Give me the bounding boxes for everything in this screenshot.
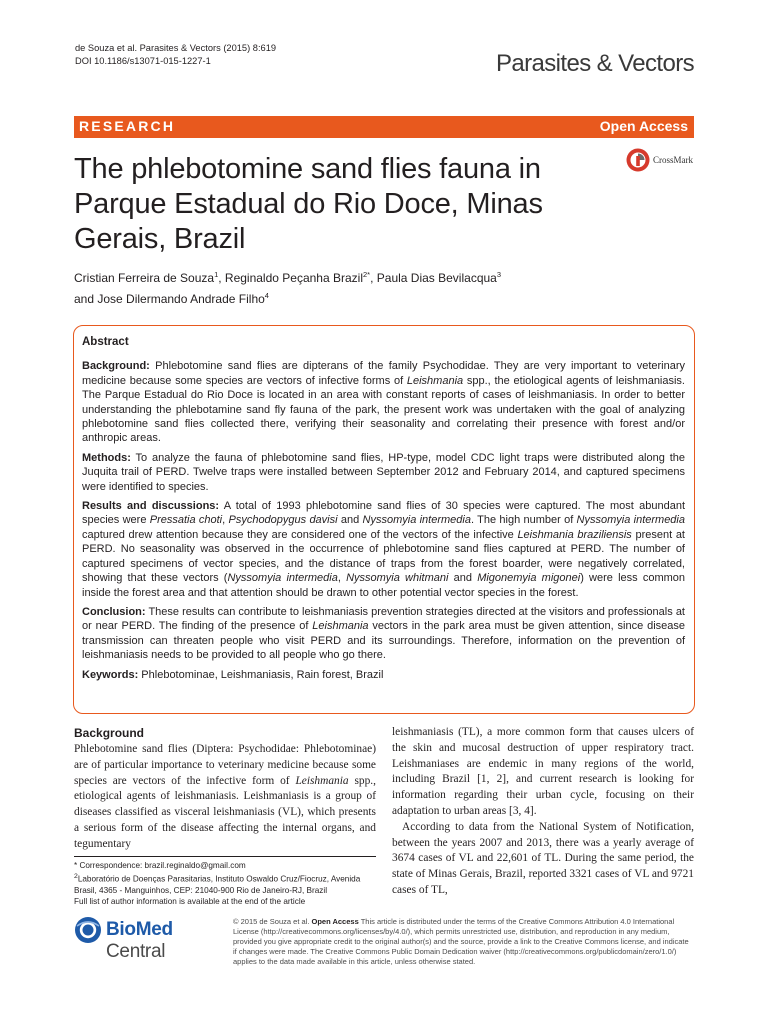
- body-paragraph: leishmaniasis (TL), a more common form that causes ulcers of the skin and mucosal destruction of upper respiratory tract. Leishmaniases are endemic in many regions of the world, including Brazil [1, 2], and current research is looking for information regarding their urban cycle, focusing on their adaptation to urban areas [3, 4].: [392, 726, 694, 817]
- body-column-left: [74, 725, 376, 853]
- license-copyright: © 2015 de Souza et al.: [233, 917, 312, 926]
- author-affiliation: 3: [496, 270, 502, 279]
- body-paragraph: [74, 742, 376, 853]
- author-name[interactable]: Paula Dias Bevilacqua: [376, 271, 497, 285]
- abstract-text: . The high number of: [470, 514, 577, 527]
- affiliation-number: 2: [74, 873, 78, 880]
- species-name: Leishmania: [295, 774, 349, 787]
- body-text: Phlebotomine sand flies (Diptera: Psychodidae: Phlebotominae) are of particular importance to veterinary medicine because some species are vectors of the infective form of: [74, 743, 376, 787]
- species-name: Leishmania braziliensis: [517, 528, 632, 541]
- abstract-results: [82, 499, 685, 600]
- article-type: RESEARCH: [79, 118, 176, 134]
- correspondence[interactable]: * Correspondence: brazil.reginaldo@gmail.com: [74, 861, 246, 870]
- author-affiliation: 4: [264, 291, 269, 300]
- abstract-text: and: [337, 514, 363, 527]
- crossmark-icon: [626, 148, 650, 172]
- body-column-right: [392, 725, 694, 899]
- species-name: Psychodopygus davisi: [228, 514, 338, 527]
- license-text: [233, 917, 693, 967]
- author-separator: and: [74, 292, 98, 306]
- author-list: [74, 266, 674, 308]
- species-name: Nyssomyia intermedia: [227, 572, 338, 585]
- author-separator: ,: [218, 271, 225, 285]
- footnotes: [74, 856, 376, 907]
- affiliation-text: Laboratório de Doenças Parasitarias, Instituto Oswaldo Cruz/Fiocruz, Avenida Brasil, 4365 - Manguinhos, CEP: 21040-900 Rio de Janeiro-RJ, Brazil: [74, 874, 361, 895]
- abstract-text: These results can contribute to leishmaniasis prevention strategies directed at the visitors and professionals at or near PERD. The finding of the presence of: [82, 605, 685, 633]
- abstract-conclusion: [82, 605, 685, 663]
- abstract-text: A total of 1993 phlebotomine sand flies of 30 species were captured. The most abundant species were: [82, 500, 685, 527]
- body-text: spp., etiological agents of leishmaniasis. Leishmaniasis is a group of diseases classified as visceral leishmaniasis (VL), which presents a serious form of the disease affecting the internal organs, and tegumentary: [74, 774, 376, 850]
- body-paragraph: According to data from the National System of Notification, between the years 2007 and 2013, there was a yearly average of 3674 cases of VL and 22,601 of TL. During the same period, the state of Minas Gerais, Brazil, reported 3321 cases of VL and 9721 cases of TL,: [392, 820, 694, 896]
- abstract-text: captured drew attention because they are considered one of the vectors of the infective: [82, 528, 518, 541]
- abstract-text: ) were less common inside the forest area and that attention should be drawn to other potential vector species in the forest.: [82, 572, 686, 599]
- abstract-text: spp., the etiological agents of leishmaniasis. The Parque Estadual do Rio Doce is located in an area with constant reports of cases of leishmaniasis. In order to better understanding the phlebotamine sand fly fauna of the park, the present work was undertaken with the goal of analyzing phlebotomine sand flies collected there, verifying their seasonality and correlating their presence with forest and/or anthropic areas.: [82, 374, 685, 445]
- species-name: Nyssomyia whitmani: [346, 572, 449, 585]
- author-affiliation: 2*: [363, 270, 371, 279]
- author-name[interactable]: Reginaldo Peçanha Brazil: [224, 271, 363, 285]
- abstract-text: present at PERD. No seasonality was observed in the occurrence of phlebotomine sand flies captured at PERD. The number of captured specimens of vector species, and the distance of traps from the forest boarder, were negatively correlated, showing that these vectors (: [82, 528, 685, 585]
- journal-name: Parasites & Vectors: [495, 50, 694, 77]
- species-name: Nyssomyia intermedia: [576, 514, 685, 527]
- section-bar: [74, 116, 694, 138]
- biomed-central-icon: [74, 916, 102, 944]
- abstract-label: Keywords:: [82, 668, 139, 681]
- species-name: Leishmania: [312, 620, 369, 633]
- abstract-heading: Abstract: [82, 336, 129, 348]
- abstract-label: Methods:: [82, 451, 131, 464]
- abstract-text: and: [448, 572, 478, 585]
- biomed-central-logo[interactable]: [74, 916, 224, 962]
- abstract-label: Results and discussions:: [82, 500, 220, 513]
- author-info-note: Full list of author information is available at the end of the article: [74, 896, 306, 906]
- article-title: The phlebotomine sand flies fauna in Parque Estadual do Rio Doce, Minas Gerais, Brazil: [74, 153, 543, 255]
- abstract-box: [73, 325, 695, 714]
- section-heading: Background: [74, 726, 145, 740]
- citation-line: de Souza et al. Parasites & Vectors (2015) 8:619: [75, 43, 277, 53]
- license-open-access: Open Access: [311, 917, 359, 926]
- abstract-text: ,: [222, 514, 229, 527]
- author-name[interactable]: Cristian Ferreira de Souza: [74, 271, 215, 285]
- crossmark-badge[interactable]: [626, 148, 706, 174]
- abstract-keywords: [82, 668, 685, 682]
- abstract-text: vectors in the park area must be given attention, since disease transmission can threaten people who visit PERD and its surroundings. Therefore, information on the prevention of leishmaniasis needs to be provided to all people who go there.: [82, 620, 685, 662]
- license-body: This article is distributed under the terms of the Creative Commons Attribution 4.0 International License (http://creativecommons.org/licenses/by/4.0/), which permits unrestricted use, distribution, and reproduction in any medium, provided you give appropriate credit to the original author(s) and the source, provide a link to the Creative Commons license, and indicate if changes were made. The Creative Commons Public Domain Dedication waiver (http://creativecommons.org/publicdomain/zero/1.0/) applies to the data made available in this article, unless otherwise stated.: [233, 917, 689, 966]
- logo-bio: BioMed: [106, 919, 173, 940]
- affiliation: [74, 871, 376, 896]
- doi[interactable]: DOI 10.1186/s13071-015-1227-1: [75, 56, 211, 66]
- abstract-methods: [82, 451, 685, 494]
- species-name: Migonemyia migonei: [477, 572, 581, 585]
- abstract-text: ,: [337, 572, 347, 585]
- crossmark-label: CrossMark: [653, 155, 693, 165]
- abstract-text: Phlebotomine sand flies are dipterans of the family Psychodidae. They are very important to veterinary medicine because some species are vectors of infective forms of: [82, 360, 685, 387]
- abstract-label: Background:: [82, 360, 150, 373]
- citation: [75, 42, 276, 68]
- species-name: Leishmania: [406, 374, 464, 387]
- species-name: Pressatia choti: [149, 514, 223, 527]
- author-name[interactable]: Jose Dilermando Andrade Filho: [97, 292, 265, 306]
- keywords-text: Phlebotominae, Leishmaniasis, Rain forest, Brazil: [138, 668, 384, 681]
- logo-central: Central: [106, 941, 166, 962]
- author-affiliation: 1: [214, 270, 219, 279]
- abstract-text: To analyze the fauna of phlebotomine sand flies, HP-type, model CDC light traps were distributed along the Juquita trail of PERD. Twelve traps were installed between September 2012 and February 2014, and captured specimens were identified to species.: [82, 451, 685, 493]
- author-separator: ,: [370, 271, 377, 285]
- abstract-background: [82, 359, 685, 445]
- open-access-label: Open Access: [599, 118, 688, 134]
- species-name: Nyssomyia intermedia: [362, 514, 471, 527]
- abstract-label: Conclusion:: [82, 605, 146, 618]
